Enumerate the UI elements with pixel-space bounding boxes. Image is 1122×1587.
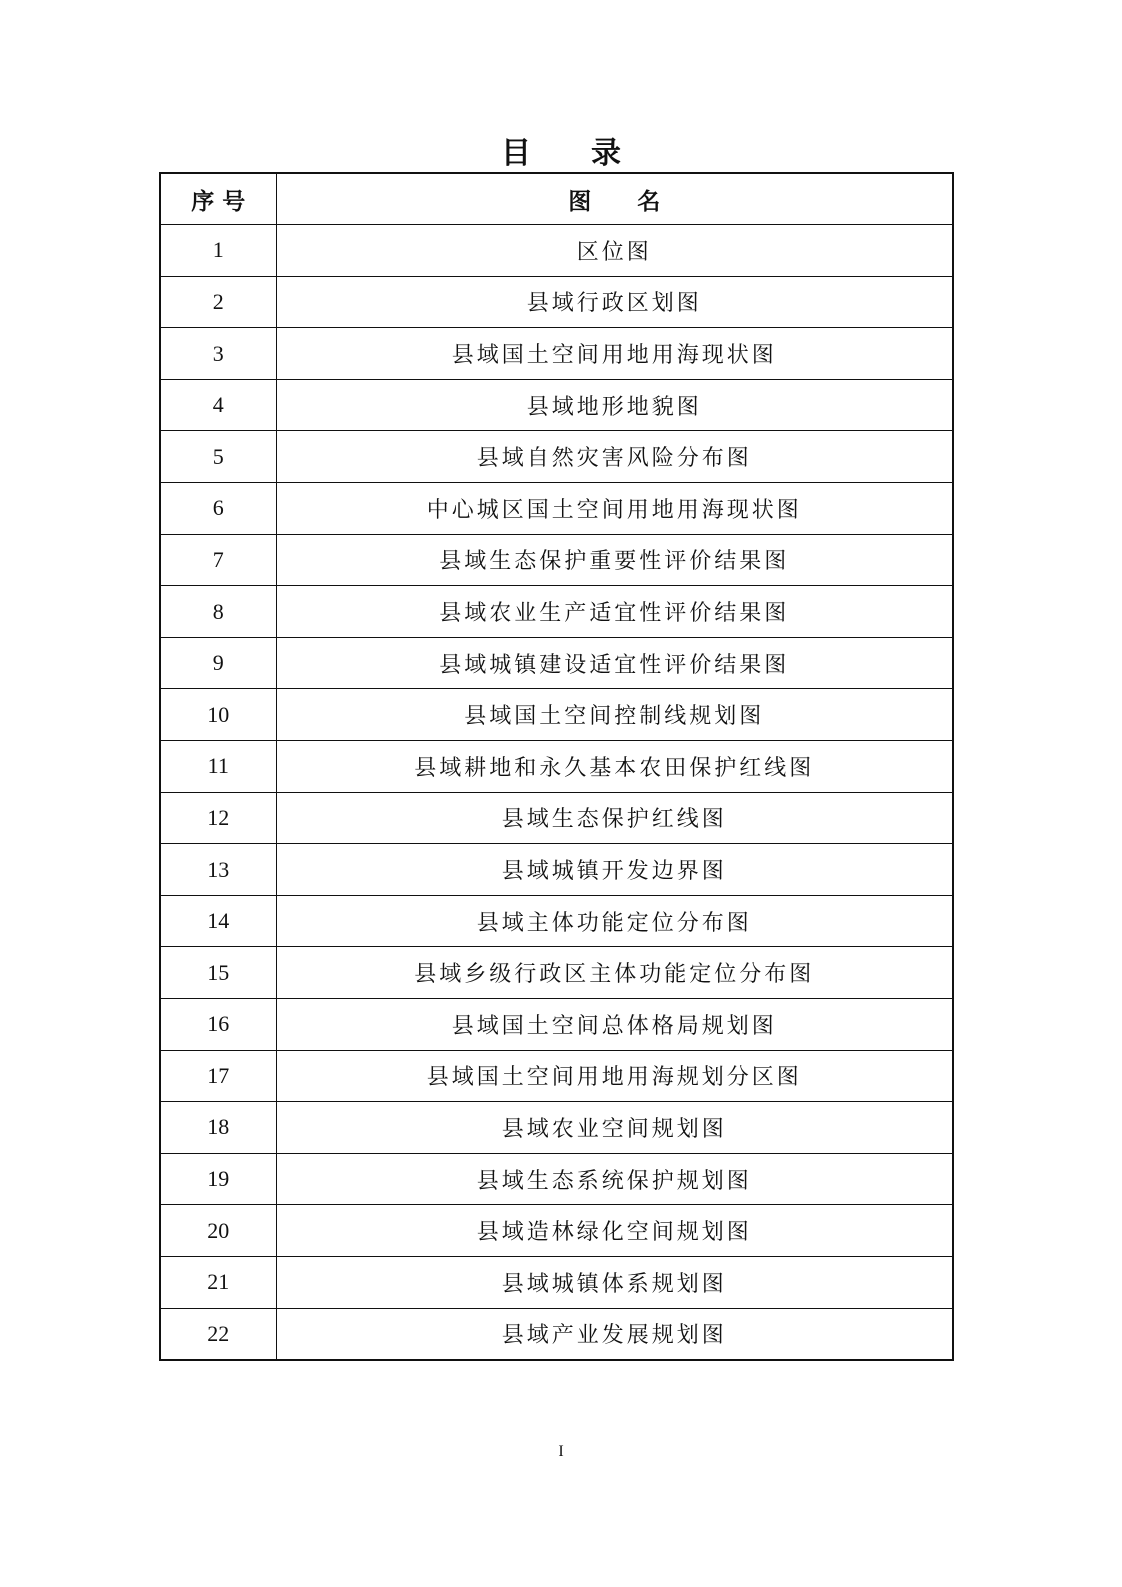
row-figure-name: 县域自然灾害风险分布图 [276,431,953,483]
row-figure-name: 县域国土空间用地用海现状图 [276,328,953,380]
row-number: 12 [160,792,276,844]
row-figure-name: 县域农业空间规划图 [276,1102,953,1154]
table-row [160,379,953,431]
row-number: 19 [160,1153,276,1205]
page-number: I [558,1443,564,1460]
row-number: 17 [160,1050,276,1102]
row-number: 20 [160,1205,276,1257]
row-figure-name: 县域产业发展规划图 [276,1308,953,1360]
row-figure-name: 县域主体功能定位分布图 [276,895,953,947]
row-number: 2 [160,276,276,328]
row-number: 13 [160,844,276,896]
row-figure-name: 中心城区国土空间用地用海现状图 [276,483,953,535]
row-figure-name: 县域生态系统保护规划图 [276,1153,953,1205]
row-number: 18 [160,1102,276,1154]
row-figure-name: 县域行政区划图 [276,276,953,328]
row-figure-name: 县域城镇体系规划图 [276,1256,953,1308]
row-number: 1 [160,225,276,277]
table-row [160,1102,953,1154]
row-number: 21 [160,1256,276,1308]
table-row [160,844,953,896]
table-row [160,534,953,586]
row-figure-name: 县域国土空间用地用海规划分区图 [276,1050,953,1102]
table-row [160,689,953,741]
row-figure-name: 县域城镇建设适宜性评价结果图 [276,637,953,689]
row-figure-name: 县域乡级行政区主体功能定位分布图 [276,947,953,999]
table-row [160,225,953,277]
table-row [160,1205,953,1257]
table-row [160,741,953,793]
table-row [160,947,953,999]
row-number: 14 [160,895,276,947]
table-row [160,637,953,689]
row-number: 11 [160,741,276,793]
table-row [160,586,953,638]
page-title: 目 录 [501,136,621,171]
row-number: 10 [160,689,276,741]
row-number: 7 [160,534,276,586]
row-number: 6 [160,483,276,535]
row-figure-name: 县域生态保护重要性评价结果图 [276,534,953,586]
row-figure-name: 县域农业生产适宜性评价结果图 [276,586,953,638]
table-row [160,483,953,535]
header-number: 序 号 [160,173,276,225]
table-row [160,276,953,328]
table-row [160,328,953,380]
row-number: 22 [160,1308,276,1360]
table-row [160,1153,953,1205]
row-figure-name: 县域地形地貌图 [276,379,953,431]
row-figure-name: 县域造林绿化空间规划图 [276,1205,953,1257]
table-header-row [160,173,953,225]
row-figure-name: 县域耕地和永久基本农田保护红线图 [276,741,953,793]
toc-table [159,172,954,1361]
row-number: 8 [160,586,276,638]
table-row [160,1050,953,1102]
table-row [160,431,953,483]
row-number: 16 [160,999,276,1051]
row-figure-name: 县域国土空间总体格局规划图 [276,999,953,1051]
row-number: 4 [160,379,276,431]
row-figure-name: 县域生态保护红线图 [276,792,953,844]
row-figure-name: 区位图 [276,225,953,277]
row-figure-name: 县域国土空间控制线规划图 [276,689,953,741]
row-figure-name: 县域城镇开发边界图 [276,844,953,896]
row-number: 3 [160,328,276,380]
row-number: 5 [160,431,276,483]
table-row [160,1308,953,1360]
table-row [160,895,953,947]
table-row [160,792,953,844]
table-row [160,999,953,1051]
row-number: 9 [160,637,276,689]
table-row [160,1256,953,1308]
header-figure-name: 图 名 [276,173,953,225]
row-number: 15 [160,947,276,999]
